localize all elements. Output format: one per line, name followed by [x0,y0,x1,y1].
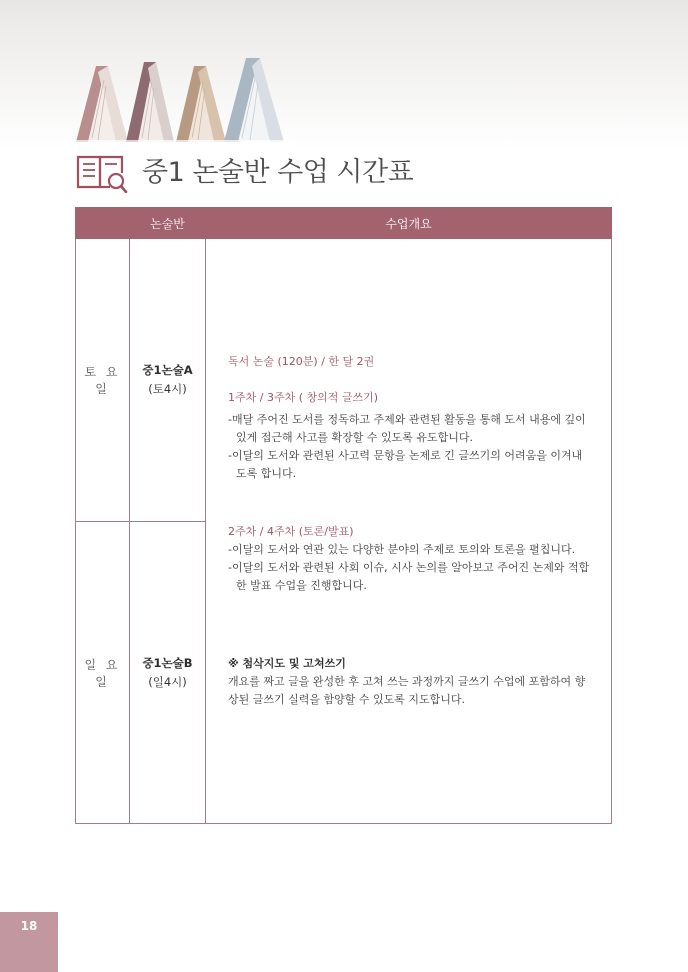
table-header-row [76,208,612,239]
class-name: 중1논술B [142,655,193,670]
overview-cell [206,239,612,824]
class-name: 중1논술A [142,363,193,378]
list-item: -이달의 도서와 연관 있는 다양한 분야의 주제로 토의와 토론을 펼칩니다. [228,543,576,556]
table-row [76,239,612,522]
note-heading: ※ 첨삭지도 및 고쳐쓰기 [228,657,346,670]
list-item: -매달 주어진 도서를 정독하고 주제와 관련된 활동을 통해 도서 내용에 깊이 있게 접근해 사고를 확장할 수 있도록 유도합니다. [228,413,586,444]
books-image [66,52,296,148]
day-sunday: 일 요 일 [76,522,130,824]
page-number: 18 [20,919,38,933]
note-body: 개요를 짜고 글을 완성한 후 고쳐 쓰는 과정까지 글쓰기 수업에 포함하여 향상된 글쓰기 실력을 함양할 수 있도록 지도합니다. [228,675,586,706]
week13-list [228,411,591,483]
class-cell-a [130,239,206,522]
class-time: (토4시) [148,382,187,397]
header-class: 논술반 [130,208,206,239]
book-magnifier-icon [76,151,128,193]
week24-heading: 2주차 / 4주차 (토론/발표) [228,525,354,538]
week24-list [228,541,591,595]
page-title: 중1 논술반 수업 시간표 [142,157,414,188]
header-day [76,208,130,239]
header-overview: 수업개요 [206,208,612,239]
page-number-tab [0,912,58,972]
day-saturday: 토 요 일 [76,239,130,522]
class-cell-b [130,522,206,824]
class-time: (일4시) [148,674,187,689]
week13-heading: 1주차 / 3주차 ( 창의적 글쓰기) [228,391,379,404]
list-item: -이달의 도서와 관련된 사고력 문항을 논제로 긴 글쓰기의 어려움을 이겨내도록 합니다. [228,449,583,480]
class-schedule-table [75,207,612,824]
list-item: -이달의 도서와 관련된 사회 이슈, 시사 논의를 알아보고 주어진 논제와 적합한 발표 수업을 진행합니다. [228,561,590,592]
overview-intro: 독서 논술 (120분) / 한 달 2권 [228,355,375,368]
